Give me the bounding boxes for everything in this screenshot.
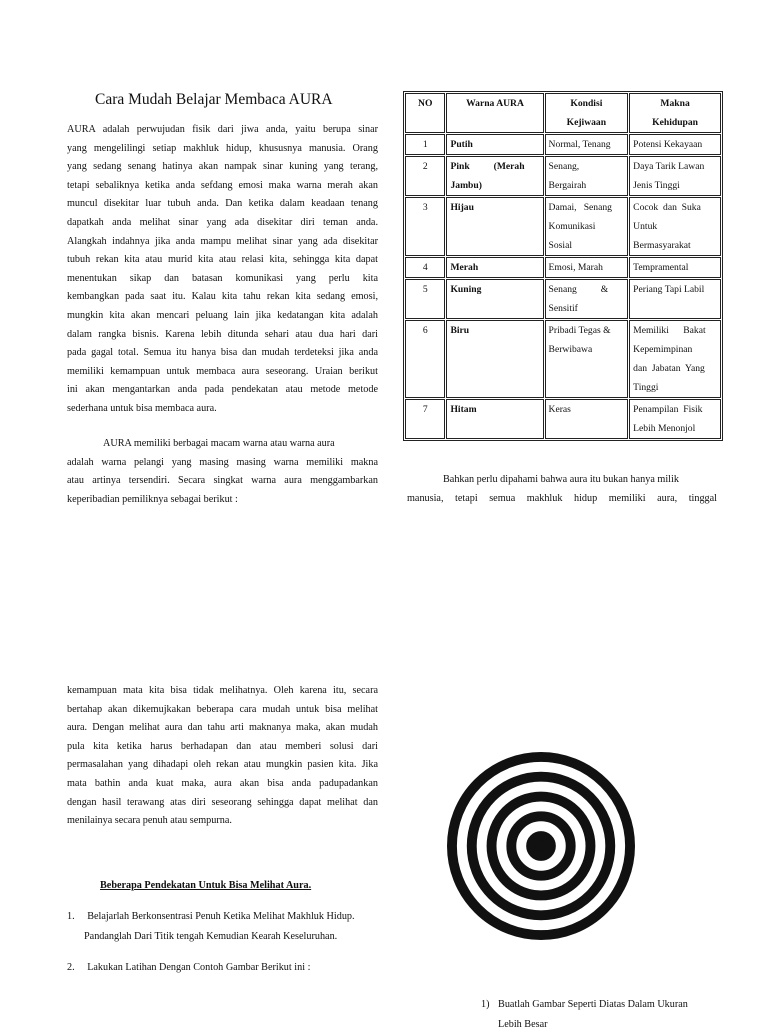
cell-line: Daya Tarik Lawan <box>633 161 705 172</box>
cell-line: Tinggi <box>633 382 659 393</box>
cell-makna <box>629 320 721 398</box>
table-header-row <box>405 93 721 133</box>
text-line: permasalahan yang dihadapi oleh rekan atau mungkin pasien kita. Jika <box>67 759 378 771</box>
cell-warna <box>446 156 543 196</box>
cell-makna <box>629 257 721 278</box>
list-number: 1. <box>67 911 75 922</box>
text-line: dengan hasil terawang atas diri seseorang sehingga dapat melihat dan <box>67 796 378 808</box>
continuation-paragraph <box>67 682 378 831</box>
cell-no: 2 <box>405 156 445 196</box>
table-row <box>405 279 721 319</box>
cell-no: 5 <box>405 279 445 319</box>
list-text: Belajarlah Berkonsentrasi Penuh Ketika Melihat Makhluk Hidup. <box>87 911 355 922</box>
header-text: Kondisi <box>570 98 603 109</box>
cell-line: Hijau <box>450 202 474 213</box>
cell-warna <box>446 197 543 256</box>
text-line: memiliki kemampuan untuk membaca aura seseorang. Uraian berikut <box>67 365 378 377</box>
list-number: 2. <box>67 962 75 973</box>
text-line: aura. Dengan melihat aura dan tahu arti maknanya maka, akan mudah <box>67 722 378 734</box>
cell-kondisi <box>545 134 629 155</box>
list-text: Pandanglah Dari Titik tengah Kemudian Kearah Keseluruhan. <box>84 931 338 942</box>
cell-line: Potensi Kekayaan <box>633 139 703 150</box>
cell-kondisi <box>545 320 629 398</box>
text-line: yang sedang senang hatinya akan nampak sinar kuning yang terang, <box>67 161 378 173</box>
cell-line: Merah <box>450 262 479 273</box>
cell-makna <box>629 279 721 319</box>
text-line: tetapi sebaliknya ketika anda sefdang emosi maka warna merah akan <box>67 179 378 191</box>
table-body <box>405 134 721 439</box>
cell-line: Sosial <box>548 240 573 251</box>
cell-line: Memiliki Bakat <box>633 325 706 336</box>
text-line: dapatkah anda melihat sinar yang ada disekitar diri teman anda. <box>67 216 378 228</box>
table-row <box>405 197 721 256</box>
text-line: mungkin kita akan mencari peluang lain jika kedatangan kita adalah <box>67 309 378 321</box>
list-text: Lakukan Latihan Dengan Contoh Gambar Berikut ini : <box>87 962 311 973</box>
page-title: Cara Mudah Belajar Membaca AURA <box>95 91 333 108</box>
cell-line: Periang Tapi Labil <box>633 284 705 295</box>
cell-warna <box>446 134 543 155</box>
text-line: dalam rangka bisnis. Karena lebih ditunda sehari atau dua hari dari <box>67 328 378 340</box>
cell-makna <box>629 156 721 196</box>
intro-paragraph <box>67 121 378 419</box>
header-warna: Warna AURA <box>446 93 543 133</box>
text-line: atau artinya tersendiri. Secara singkat warna aura menggambarkan <box>67 475 378 487</box>
cell-no: 6 <box>405 320 445 398</box>
text-line: sederhana untuk bisa membaca aura. <box>67 402 217 414</box>
cell-line: Sensitif <box>548 303 578 314</box>
text-line: yang mengelilingi setiap makhluk hidup, khususnya manusia. Orang <box>67 142 378 154</box>
text-line: muncul disekitar luar tubuh anda. Dan ketika dalam keadaan tenang <box>67 198 378 210</box>
cell-line: Senang & <box>548 284 609 295</box>
cell-line: Hitam <box>450 404 477 415</box>
list-number: 1) <box>481 999 490 1010</box>
table-row <box>405 257 721 278</box>
cell-line: Biru <box>450 325 470 336</box>
cell-line: Berwibawa <box>548 344 593 355</box>
text-line: kemampuan mata kita bisa tidak melihatnya. Oleh karena itu, secara <box>67 685 378 696</box>
center-dot <box>536 841 547 852</box>
text-line: bertahap akan dikemujkakan beberapa cara mudah untuk bisa melihat <box>67 703 378 715</box>
cell-line: Keras <box>548 404 571 415</box>
cell-line: Penampilan Fisik <box>633 404 703 415</box>
cell-warna <box>446 320 543 398</box>
ring-group <box>452 757 630 935</box>
list-text: Buatlah Gambar Seperti Diatas Dalam Ukuran <box>498 999 688 1010</box>
cell-kondisi <box>545 197 629 256</box>
header-text: Kejiwaan <box>566 117 607 128</box>
aura-color-table <box>403 91 723 441</box>
table-row <box>405 320 721 398</box>
table-row <box>405 134 721 155</box>
cell-line: Cocok dan Suka <box>633 202 701 213</box>
header-kondisi <box>545 93 629 133</box>
text-line: AURA memiliki berbagai macam warna atau warna aura <box>103 438 335 449</box>
cell-kondisi <box>545 156 629 196</box>
header-text: Makna <box>660 98 690 109</box>
cell-line: Lebih Menonjol <box>633 423 696 434</box>
text-line: pula kita ketika harus berhadapan dan atau memberi solusi dari <box>67 740 378 752</box>
text-line: Alangkah indahnya jika anda mampu melihat sinar yang ada disekitar <box>67 235 378 247</box>
cell-line: Damai, Senang <box>548 202 612 213</box>
cell-line: dan Jabatan Yang <box>633 363 705 374</box>
cell-makna <box>629 399 721 439</box>
cell-kondisi <box>545 399 629 439</box>
text-line: mata bathin anda kuat maka, aura akan bisa anda padupadankan <box>67 777 378 789</box>
header-makna <box>629 93 721 133</box>
cell-line: Bermasyarakat <box>633 240 691 251</box>
cell-line: Pribadi Tegas & <box>548 325 611 336</box>
text-line: menentukan sikap dan batasan komunikasi yang perlu kita <box>67 272 378 284</box>
cell-line: Kuning <box>450 284 482 295</box>
figure-instruction <box>481 995 688 1035</box>
cell-makna <box>629 197 721 256</box>
cell-kondisi <box>545 257 629 278</box>
text-line: tubuh rekan kita atau murid kita atau relasi kita, sehingga kita dapat <box>67 254 378 266</box>
text-line: pada gagal total. Semua itu hanya bisa dan mudah terdeteksi jika anda <box>67 347 378 359</box>
table-row <box>405 156 721 196</box>
cell-no: 7 <box>405 399 445 439</box>
cell-line: Normal, Tenang <box>548 139 611 150</box>
cell-line: Tempramental <box>633 262 689 273</box>
cell-no: 1 <box>405 134 445 155</box>
aura-colors-paragraph <box>67 435 378 509</box>
text-line: kembangkan pada saat itu. Kalau kita tahu rekan kita sedang emosi, <box>67 291 378 303</box>
cell-no: 3 <box>405 197 445 256</box>
approach-list-item-1 <box>67 907 355 947</box>
table-row <box>405 399 721 439</box>
text-line: Bahkan perlu dipahami bahwa aura itu bukan hanya milik <box>443 474 679 485</box>
cell-warna <box>446 279 543 319</box>
text-line: manusia, tetapi semua makhluk hidup memiliki aura, tinggal <box>407 492 717 504</box>
section-heading: Beberapa Pendekatan Untuk Bisa Melihat Aura. <box>100 880 312 891</box>
text-line: keperibadian pemiliknya sebagai berikut : <box>67 493 238 505</box>
cell-line: Jenis Tinggi <box>633 180 680 191</box>
list-text: Lebih Besar <box>498 1019 548 1030</box>
text-line: AURA adalah perwujudan fisik dari jiwa anda, yaitu berupa sinar <box>67 124 378 135</box>
right-paragraph <box>407 471 717 508</box>
cell-line: Senang, <box>548 161 580 172</box>
cell-line: Pink (Merah <box>450 161 525 172</box>
cell-line: Komunikasi <box>548 221 596 232</box>
text-line: adalah warna pelangi yang masing masing warna memiliki makna <box>67 456 378 468</box>
cell-line: Jambu) <box>450 180 482 191</box>
concentric-circles-figure <box>447 752 635 940</box>
header-no: NO <box>405 93 445 133</box>
cell-kondisi <box>545 279 629 319</box>
text-line: ini akan mengantarkan anda pada pendekatan atau metode metode <box>67 384 378 396</box>
cell-makna <box>629 134 721 155</box>
cell-line: Emosi, Marah <box>548 262 603 273</box>
cell-warna <box>446 257 543 278</box>
approach-list-item-2 <box>67 958 310 978</box>
text-line: menilainya secara penuh atau sempurna. <box>67 815 232 827</box>
header-text: Kehidupan <box>652 117 699 128</box>
cell-line: Bergairah <box>548 180 587 191</box>
cell-line: Untuk <box>633 221 658 232</box>
cell-line: Kepemimpinan <box>633 344 693 355</box>
cell-no: 4 <box>405 257 445 278</box>
cell-warna <box>446 399 543 439</box>
cell-line: Putih <box>450 139 473 150</box>
